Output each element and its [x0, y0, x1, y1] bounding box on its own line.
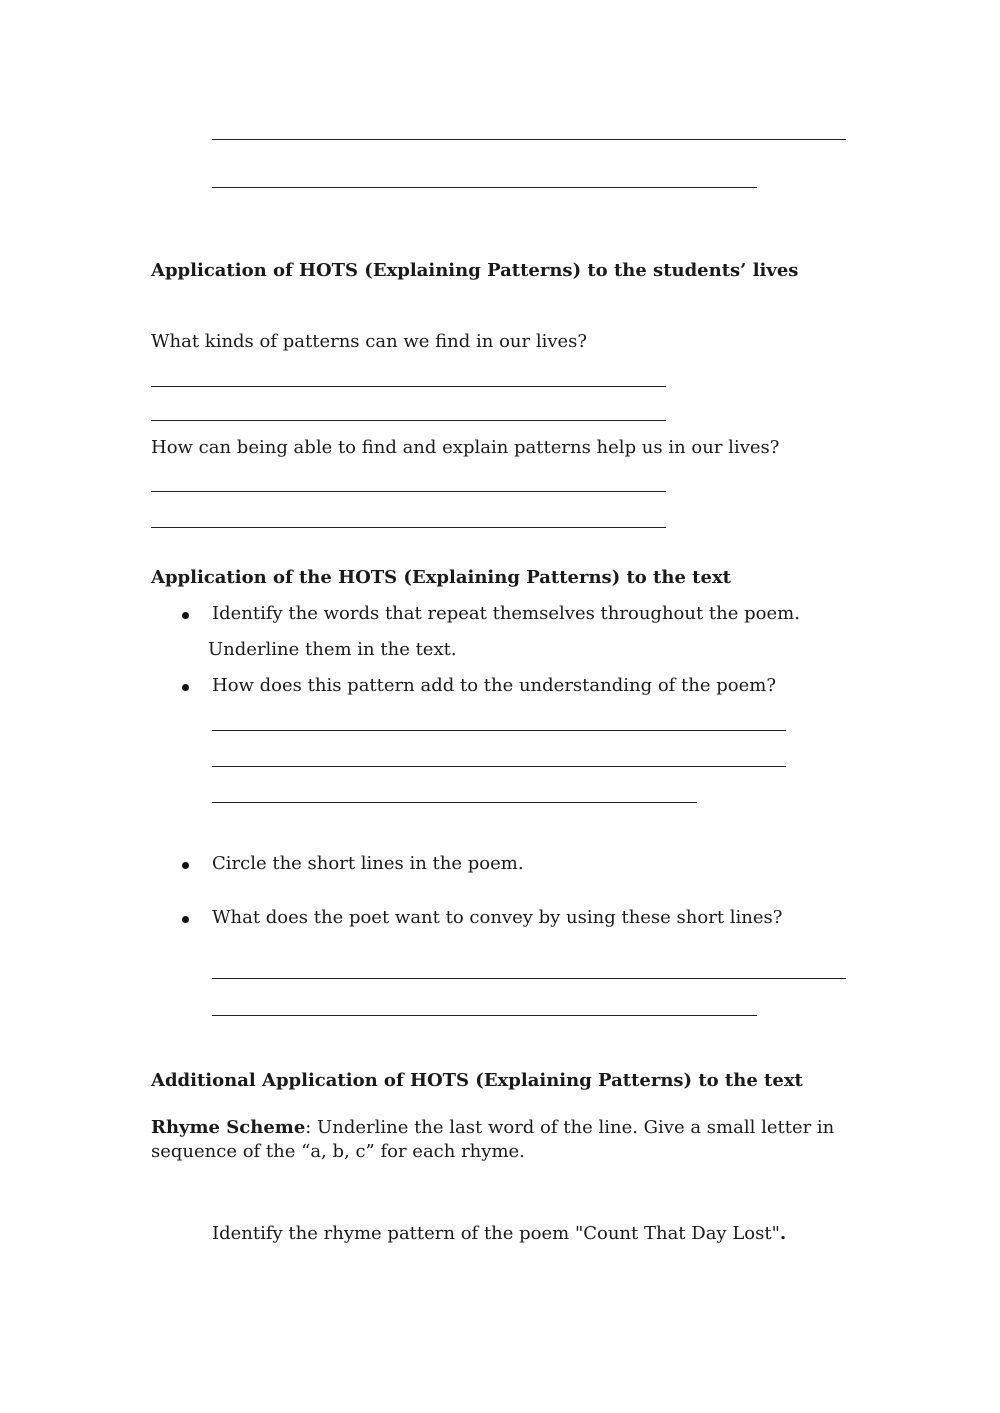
answer-line[interactable] [212, 802, 697, 803]
bullet-icon [182, 862, 189, 869]
answer-line[interactable] [212, 139, 846, 140]
answer-line[interactable] [212, 978, 846, 979]
answer-line[interactable] [212, 1015, 757, 1016]
answer-line[interactable] [212, 187, 757, 188]
bullet-pattern-understanding: How does this pattern add to the understanding of the poem? [212, 675, 776, 696]
bullet-icon [182, 612, 189, 619]
answer-line[interactable] [151, 527, 666, 528]
section-heading-additional: Additional Application of HOTS (Explaining Patterns) to the text [151, 1070, 803, 1091]
bullet-underline-text: Underline them in the text. [208, 639, 457, 660]
question-patterns-in-lives: What kinds of patterns can we find in our lives? [151, 331, 588, 352]
rhyme-scheme-instruction [151, 1119, 834, 1137]
identify-rhyme-pattern [212, 1225, 786, 1243]
answer-line[interactable] [212, 730, 786, 731]
bullet-identify-words: Identify the words that repeat themselves throughout the poem. [212, 603, 800, 624]
answer-line[interactable] [151, 386, 666, 387]
bullet-circle-short-lines: Circle the short lines in the poem. [212, 853, 524, 874]
rhyme-scheme-text: : Underline the last word of the line. Give a small letter in [305, 1117, 835, 1138]
section-heading-students-lives: Application of HOTS (Explaining Patterns) to the students’ lives [151, 260, 799, 281]
bullet-icon [182, 916, 189, 923]
section-heading-text: Application of the HOTS (Explaining Patterns) to the text [151, 567, 731, 588]
identify-rhyme-period: . [779, 1223, 787, 1244]
question-patterns-help: How can being able to find and explain patterns help us in our lives? [151, 437, 780, 458]
rhyme-scheme-text-continued: sequence of the “a, b, c” for each rhyme. [151, 1141, 525, 1162]
bullet-poet-convey: What does the poet want to convey by using these short lines? [212, 907, 783, 928]
answer-line[interactable] [212, 766, 786, 767]
bullet-icon [182, 684, 189, 691]
identify-rhyme-text: Identify the rhyme pattern of the poem "Count That Day Lost" [212, 1223, 780, 1244]
answer-line[interactable] [151, 420, 666, 421]
rhyme-scheme-label: Rhyme Scheme [151, 1117, 306, 1138]
answer-line[interactable] [151, 491, 666, 492]
